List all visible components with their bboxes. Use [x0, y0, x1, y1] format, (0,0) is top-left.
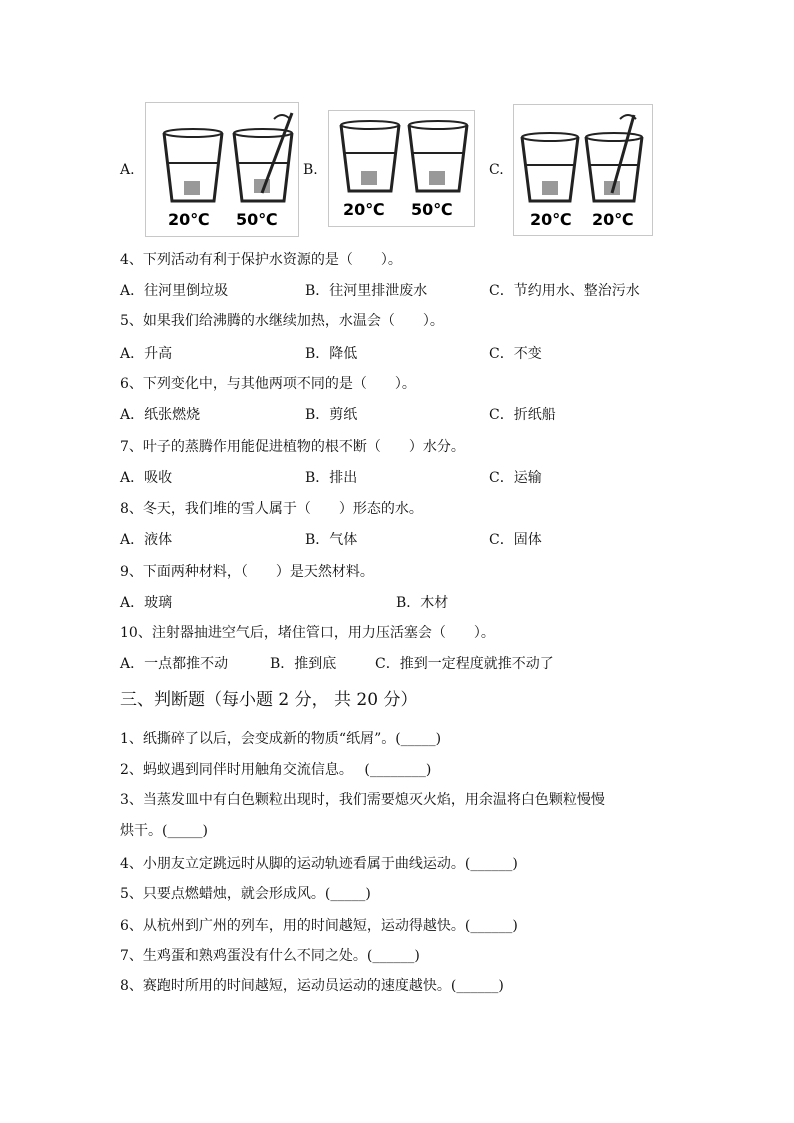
judgment-item-7: 7、生鸡蛋和熟鸡蛋没有什么不同之处。(______) — [120, 948, 420, 964]
question-8: 8、冬天，我们堆的雪人属于（ ）形态的水。 — [120, 501, 423, 517]
question-6-option-a: A．纸张燃烧 — [120, 407, 201, 423]
question-8-option-c: C．固体 — [489, 532, 542, 548]
question-5-option-b: B．降低 — [305, 346, 358, 362]
judgment-item-5: 5、只要点燃蜡烛，就会形成风。(_____) — [120, 886, 371, 902]
question-10-option-b: B．推到底 — [270, 656, 337, 672]
question-8-option-b: B．气体 — [305, 532, 358, 548]
figure-option-b-image — [328, 110, 475, 227]
question-9: 9、下面两种材料，（ ）是天然材料。 — [120, 564, 374, 580]
question-7: 7、叶子的蒸腾作用能促进植物的根不断（ ）水分。 — [120, 439, 465, 455]
figure-option-a-image — [145, 102, 299, 237]
question-4-option-b: B．往河里排泄废水 — [305, 283, 428, 299]
question-4: 4、下列活动有利于保护水资源的是（ ）。 — [120, 252, 402, 268]
question-9-option-b: B．木材 — [396, 595, 449, 611]
question-10-option-a: A．一点都推不动 — [120, 656, 229, 672]
beakers-b-illustration — [329, 111, 474, 226]
question-9-option-a: A．玻璃 — [120, 595, 173, 611]
question-7-option-c: C．运输 — [489, 470, 542, 486]
judgment-item-8: 8、赛跑时所用的时间越短，运动员运动的速度越快。(______) — [120, 978, 504, 994]
judgment-item-3: 3、当蒸发皿中有白色颗粒出现时，我们需要熄灭火焰，用余温将白色颗粒慢慢 — [120, 792, 605, 808]
question-4-option-a: A．往河里倒垃圾 — [120, 283, 229, 299]
temp-c-right: 20℃ — [592, 210, 634, 229]
judgment-item-1: 1、纸撕碎了以后，会变成新的物质“纸屑”。(_____) — [120, 731, 442, 747]
question-8-option-a: A．液体 — [120, 532, 173, 548]
question-10-option-c: C．推到一定程度就推不动了 — [375, 656, 554, 672]
question-6-option-c: C．折纸船 — [489, 407, 556, 423]
question-5-option-c: C．不变 — [489, 346, 542, 362]
beakers-c-illustration — [514, 105, 652, 235]
temp-b-left: 20℃ — [343, 200, 385, 219]
judgment-item-4: 4、小朋友立定跳远时从脚的运动轨迹看属于曲线运动。(______) — [120, 856, 518, 872]
temp-a-right: 50℃ — [236, 210, 278, 229]
question-5: 5、如果我们给沸腾的水继续加热，水温会（ ）。 — [120, 313, 444, 329]
judgment-item-6: 6、从杭州到广州的列车，用的时间越短，运动得越快。(______) — [120, 918, 518, 934]
question-6: 6、下列变化中，与其他两项不同的是（ ）。 — [120, 376, 416, 392]
question-4-option-c: C．节约用水、整治污水 — [489, 283, 640, 299]
judgment-item-3-continued: 烘干。(_____) — [120, 823, 208, 839]
question-7-option-b: B．排出 — [305, 470, 358, 486]
figure-option-c-label: C. — [489, 162, 504, 178]
figure-option-c-image — [513, 104, 653, 236]
figure-option-a-label: A. — [120, 162, 135, 178]
question-10: 10、注射器抽进空气后，堵住管口，用力压活塞会（ ）。 — [120, 625, 495, 641]
section-3-heading: 三、判断题（每小题 2 分， 共 20 分） — [120, 690, 418, 710]
judgment-item-2: 2、蚂蚁遇到同伴时用触角交流信息。 (________) — [120, 762, 432, 778]
beakers-a-illustration — [146, 103, 298, 236]
question-7-option-a: A．吸收 — [120, 470, 173, 486]
question-5-option-a: A．升高 — [120, 346, 173, 362]
temp-a-left: 20℃ — [168, 210, 210, 229]
figure-option-b-label: B. — [303, 162, 318, 178]
temp-b-right: 50℃ — [411, 200, 453, 219]
temp-c-left: 20℃ — [530, 210, 572, 229]
question-6-option-b: B．剪纸 — [305, 407, 358, 423]
